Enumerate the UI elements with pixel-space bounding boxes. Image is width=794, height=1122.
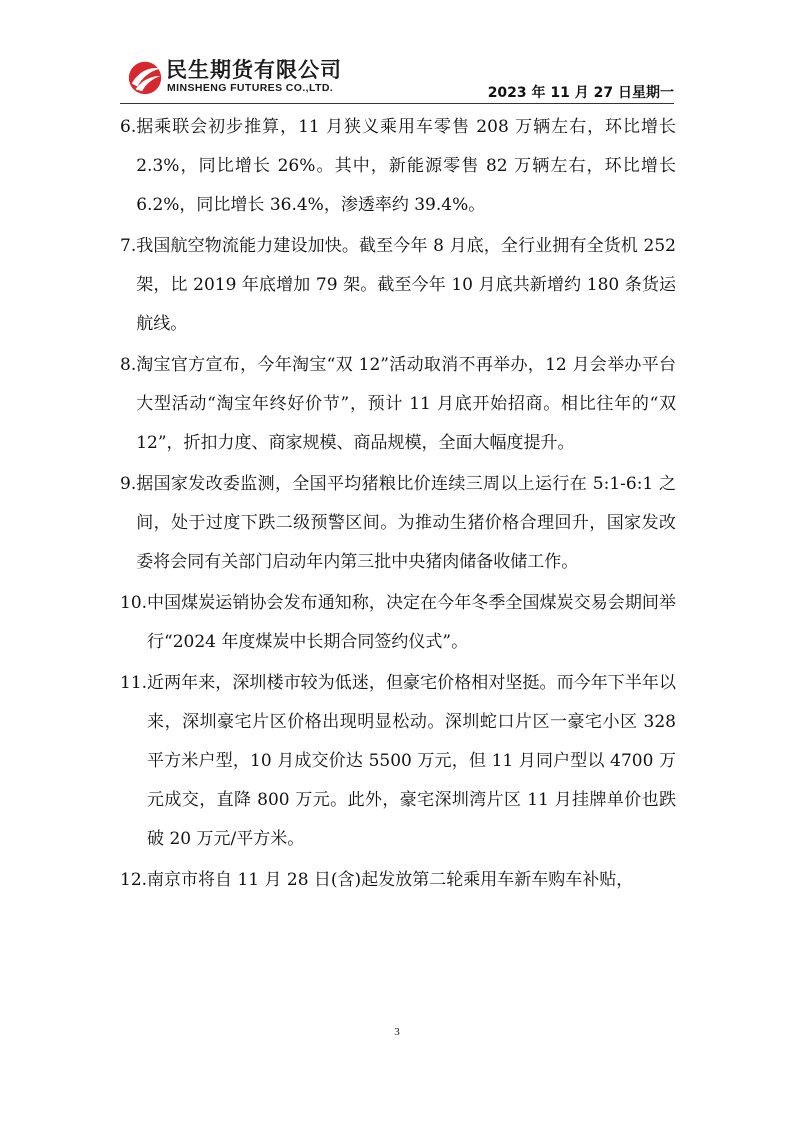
news-item-text: 中国煤炭运销协会发布通知称，决定在今年冬季全国煤炭交易会期间举行“2024 年度煤炭中长期合同签约仪式”。 [147,593,676,652]
news-list [120,108,676,902]
header-divider [120,103,674,104]
logo-english-name: MINSHENG FUTURES CO.,LTD. [167,82,334,94]
news-item-number: 10. [120,593,148,613]
minsheng-logo-icon [126,58,164,96]
news-item [120,664,676,859]
news-item-number: 6. [120,117,137,137]
news-item [120,346,676,463]
news-item-number: 8. [120,355,137,375]
news-item-text: 据乘联会初步推算，11 月狭义乘用车零售 208 万辆左右，环比增长 2.3%，同比增长 26%。其中，新能源零售 82 万辆左右，环比增长 6.2%，同比增长 36.4%，渗透率约 39.4%。 [136,117,676,215]
news-item-text: 我国航空物流能力建设加快。截至今年 8 月底，全行业拥有全货机 252 架，比 2019 年底增加 79 架。截至今年 10 月底共新增约 180 条货运航线。 [136,236,676,334]
logo-chinese-name: 民生期货有限公司 [166,58,342,82]
news-item-text: 南京市将自 11 月 28 日(含)起发放第二轮乘用车新车购车补贴， [147,870,634,890]
news-item-number: 7. [120,236,137,256]
news-item [120,584,676,662]
page-header [120,52,674,104]
page-number: 3 [394,1026,400,1038]
news-item-number: 12. [120,870,148,890]
news-item [120,108,676,225]
company-logo [120,54,370,100]
news-item-text: 淘宝官方宣布，今年淘宝“双 12”活动取消不再举办，12 月会举办平台大型活动“淘宝年终好价节”，预计 11 月底开始招商。相比往年的“双 12”，折扣力度、商家规模、商品规模，全面大幅度提升。 [136,355,676,453]
news-item-number: 9. [120,474,137,494]
news-item-number: 11. [120,673,148,693]
news-item-text: 据国家发改委监测，全国平均猪粮比价连续三周以上运行在 5:1-6:1 之间，处于过度下跌二级预警区间。为推动生猪价格合理回升，国家发改委将会同有关部门启动年内第三批中央猪肉储备收储工作。 [136,474,676,572]
news-item-text: 近两年来，深圳楼市较为低迷，但豪宅价格相对坚挺。而今年下半年以来，深圳豪宅片区价格出现明显松动。深圳蛇口片区一豪宅小区 328 平方米户型，10 月成交价达 5500 万元，但 11 月同户型以 4700 万元成交，直降 800 万元。此外，豪宅深圳湾片区 11 月挂牌单价也跌破 20 万元/平方米。 [147,673,676,849]
news-item [120,465,676,582]
news-item [120,227,676,344]
header-date: 2023 年 11 月 27 日星期一 [487,85,674,101]
news-item [120,861,676,900]
